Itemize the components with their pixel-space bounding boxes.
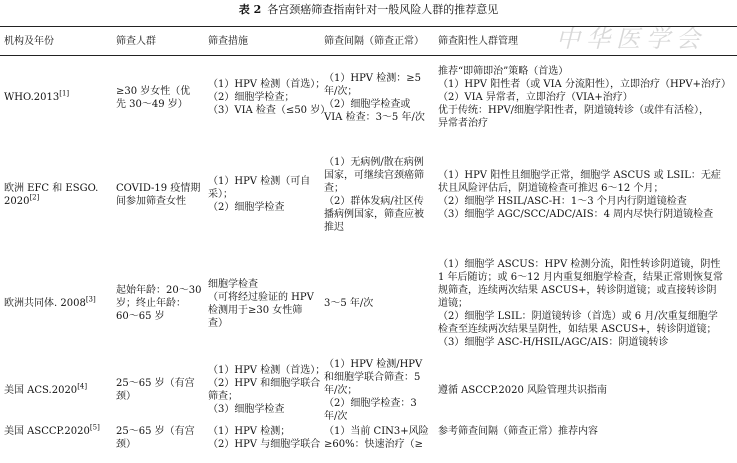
cell-management-line: 优于传统：HPV/细胞学阳性者，阴道镜转诊（或伴有活检）， <box>438 105 710 117</box>
cell-interval <box>320 140 434 250</box>
cell-measures-line: （3）VIA 检查（≤50 岁） <box>208 105 331 117</box>
table-row <box>0 56 737 140</box>
cell-management-line: 1 年后随访；或 6～12 月内重复细胞学检查，结果正常则恢复常 <box>438 272 723 283</box>
cell-measures-line: （可将经过验证的 HPV <box>208 291 314 303</box>
cell-population <box>112 250 204 358</box>
cell-interval-line: （1）HPV 检测/HPV <box>324 358 423 370</box>
cell-measures-line: （2）细胞学检查 <box>208 202 285 213</box>
cell-interval-line: 和细胞学联合筛查：5 <box>324 371 421 383</box>
cell-management-line: （1）HPV 阳性且细胞学正常，细胞学 ASCUS 或 LSIL：无症 <box>438 169 721 181</box>
org-line <box>4 91 108 104</box>
header-management: 筛查阳性人群管理 <box>434 27 737 56</box>
cell-management-line: （1）细胞学 ASCUS：HPV 检测分流，阳性转诊阴道镜，阴性 <box>438 259 721 270</box>
header-population: 筛查人群 <box>112 27 204 56</box>
cell-population-line: 间参加筛查女性 <box>116 195 186 207</box>
cell-org <box>0 56 112 140</box>
cell-management-line: 异常者治疗 <box>438 118 488 130</box>
cell-management-line: 遵循 ASCCP.2020 风险管理共识指南 <box>438 384 608 396</box>
cell-interval-line: 3～5 年/次 <box>324 298 374 309</box>
cell-interval-line: （1）当前 CIN3+风险 <box>324 425 429 437</box>
cell-management-line: 状且风险评估后，阴道镜检查可推迟 6～12 个月； <box>438 182 664 194</box>
cell-interval-line: （2）细胞学检查或 <box>324 98 411 110</box>
cell-org <box>0 358 112 423</box>
cell-management <box>434 56 737 140</box>
cell-population-line: COVID-19 疫情期 <box>116 182 201 194</box>
cell-management <box>434 358 737 423</box>
cell-management-line: （3）细胞学 ASC-H/HSIL/AGC/AIS：阴道镜转诊 <box>438 337 669 348</box>
cell-management-line: （2）细胞学 HSIL/ASC-H：1～3 个月内行阴道镜检查 <box>438 195 687 207</box>
org-name: WHO.2013 <box>4 92 60 104</box>
cell-interval-line: VIA 检查：3～5 年/次 <box>324 111 425 123</box>
cell-interval <box>320 423 434 463</box>
org-line <box>4 425 108 438</box>
cell-measures-line: （1）HPV 检测； <box>208 425 291 437</box>
cell-interval-line: （1）HPV 检测：≥5 <box>324 72 421 84</box>
cell-interval-line: （1）无病例/散在病例 <box>324 156 424 168</box>
header-interval: 筛查间隔（筛查正常） <box>320 27 434 56</box>
cell-population-line: ≥30 岁女性（优 <box>116 85 191 97</box>
cell-measures-line: （2）细胞学检查； <box>208 92 295 104</box>
cell-management-line: （1）HPV 阳性者（或 VIA 分流阳性），立即治疗（HPV+治疗） <box>438 79 732 91</box>
header-org: 机构及年份 <box>0 27 112 56</box>
cell-management <box>434 423 737 463</box>
cell-management-line: 检查至连续两次结果呈阴性，如结果 ASCUS+，转诊阴道镜； <box>438 324 717 335</box>
org-name: 欧洲 EFC 和 ESGO. <box>4 182 99 194</box>
cell-interval-line: （2）细胞学检查：3 <box>324 397 417 409</box>
cell-measures-line: （1）HPV 检测（首选）； <box>208 79 326 91</box>
cell-measures <box>204 140 320 250</box>
org-line <box>4 297 108 310</box>
org-year <box>4 195 108 208</box>
cell-measures-line: （1）HPV 检测（可自 <box>208 176 311 187</box>
cell-interval-line: 年/次； <box>324 85 358 97</box>
cell-org <box>0 423 112 463</box>
cell-population <box>112 358 204 423</box>
cell-measures-line: （1）HPV 检测（首选）； <box>208 365 326 376</box>
cell-population-line: 25～65 岁（有宫 <box>116 425 195 437</box>
cell-management-line: 道镜； <box>438 298 468 309</box>
table-row <box>0 140 737 250</box>
cell-management <box>434 250 737 358</box>
cell-management <box>434 140 737 250</box>
cell-population-line: 起始年龄：20～30 <box>116 285 202 296</box>
cell-interval-line: 年/次； <box>324 384 358 396</box>
table-row <box>0 250 737 358</box>
citation-ref: [4] <box>77 382 88 391</box>
citation-ref: [2] <box>29 193 40 202</box>
guideline-table <box>0 26 737 463</box>
cell-interval-line: （2）群体发病/社区传 <box>324 195 424 207</box>
cell-interval <box>320 358 434 423</box>
cell-measures-line: 细胞学检查 <box>208 278 258 290</box>
table-row <box>0 423 737 463</box>
cell-management-line: （3）细胞学 AGC/SCC/ADC/AIS：4 周内尽快行阴道镜检查 <box>438 208 714 220</box>
cell-measures <box>204 250 320 358</box>
cell-interval-line: 查； <box>324 182 344 194</box>
cell-measures-line: 查） <box>208 317 228 329</box>
cell-population-line: 25～65 岁（有宫 <box>116 378 195 389</box>
cell-measures-line: （3）细胞学检查 <box>208 404 285 415</box>
cell-population <box>112 423 204 463</box>
cell-org <box>0 250 112 358</box>
cell-population-line: 岁；终止年龄： <box>116 298 186 309</box>
table-row <box>0 358 737 423</box>
table-title: 各宫颈癌筛查指南针对一般风险人群的推荐意见 <box>267 3 499 16</box>
cell-population-line: 60～65 岁 <box>116 311 165 322</box>
cell-population-line: 颈） <box>116 438 136 450</box>
citation-ref: [5] <box>89 423 100 432</box>
org-name: 欧洲共同体. 2008 <box>4 298 86 309</box>
org-line <box>4 384 108 397</box>
citation-ref: [3] <box>85 295 96 304</box>
cell-management-line: 规筛查，连续两次结果 ASCUS+，转诊阴道镜；或直接转诊阴 <box>438 285 717 296</box>
cell-measures-line: 采）； <box>208 189 233 200</box>
cell-population <box>112 140 204 250</box>
table-header-row <box>0 27 737 56</box>
cell-measures-line: 检测用于≥30 女性筛 <box>208 304 303 316</box>
cell-management-line: 参考筛查间隔（筛查正常）推荐内容 <box>438 425 598 437</box>
org-year-text: 2020 <box>4 195 30 207</box>
table-body <box>0 56 737 463</box>
cell-interval-line: 播病例国家，筛查应被 <box>324 208 424 220</box>
cell-interval-line: 推迟 <box>324 221 344 233</box>
cell-management-line: （2）细胞学 LSIL：阴道镜转诊（首选）或 6 月/次重复细胞学 <box>438 311 718 322</box>
cell-interval-line: 年/次 <box>324 410 348 422</box>
citation-ref: [1] <box>59 89 70 98</box>
cell-interval-line: ≥60%：快速治疗（≥ <box>324 438 423 450</box>
cell-management-line: （2）VIA 异常者，立即治疗（VIA+治疗） <box>438 92 633 104</box>
cell-interval-line: 国家，可继续宫颈癌筛 <box>324 169 424 181</box>
cell-measures <box>204 56 331 140</box>
cell-measures-line: （2）HPV 和细胞学联合 <box>208 378 321 389</box>
cell-management-line: 推荐“即筛即治”策略（首选） <box>438 66 569 78</box>
table-caption <box>0 2 737 18</box>
cell-population <box>112 56 204 140</box>
watermark-logo: 中华医学会 <box>556 25 706 53</box>
header-measures: 筛查措施 <box>204 27 320 56</box>
org-name: 美国 ASCCP.2020 <box>4 425 90 437</box>
cell-measures <box>204 358 326 423</box>
cell-measures <box>204 423 320 463</box>
cell-population-line: 先 30～49 岁） <box>116 98 188 110</box>
cell-measures-line: 筛查； <box>208 391 238 402</box>
cell-interval <box>320 250 434 358</box>
table-number: 表 2 <box>238 3 262 16</box>
cell-population-line: 颈） <box>116 391 136 402</box>
org-name: 美国 ACS.2020 <box>4 384 78 396</box>
cell-measures-line: （2）HPV 与细胞学联合 <box>208 438 321 450</box>
cell-org <box>0 140 112 250</box>
cell-interval <box>320 56 434 140</box>
